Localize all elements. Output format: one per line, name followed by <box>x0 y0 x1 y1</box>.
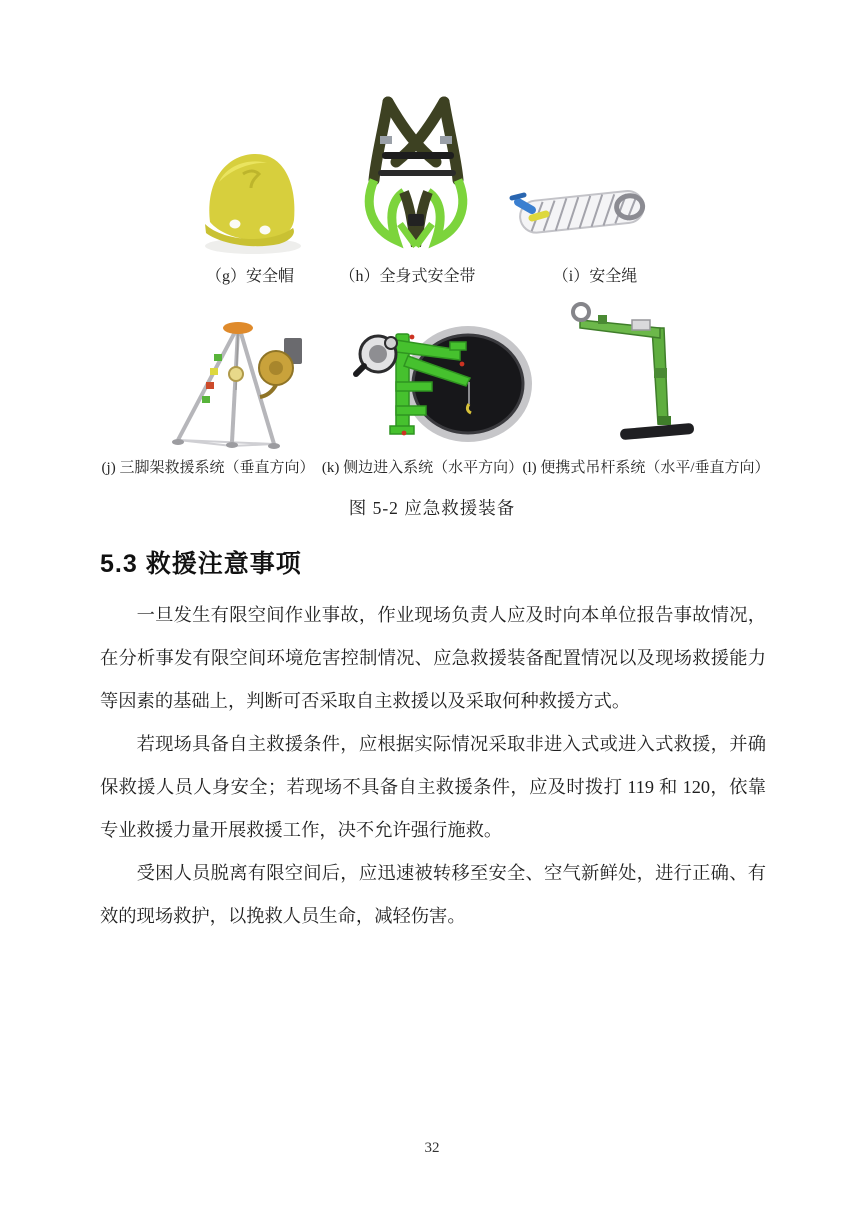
caption-full-body-harness: （h）全身式安全带 <box>339 268 476 285</box>
caption-safety-helmet: （g）安全帽 <box>205 268 294 285</box>
caption-portable-davit-system: (l) 便携式吊杆系统（水平/垂直方向） <box>522 460 770 476</box>
caption-tripod-rescue-system: (j) 三脚架救援系统（垂直方向） <box>101 460 315 476</box>
paragraph-after-escape-care: 受困人员脱离有限空间后，应迅速被转移至安全、空气新鲜处，进行正确、有效的现场救护，以挽救人员生命，减轻伤害。 <box>100 863 766 926</box>
caption-side-entry-system: (k) 侧边进入系统（水平方向） <box>321 460 524 476</box>
safety-rope-icon <box>498 168 663 250</box>
safety-rope-image <box>498 168 663 250</box>
body-text <box>100 594 766 938</box>
paragraph-self-rescue-conditions: 若现场具备自主救援条件，应根据实际情况采取非进入式或进入式救援，并确保救援人员人身安全；若现场不具备自主救援条件，应及时拨打 119 和 120，依靠专业救援力量开展救援工作，决不允许强行施救。 <box>100 734 766 840</box>
page-number: 32 <box>424 1140 440 1156</box>
portable-davit-system-image <box>568 298 703 450</box>
caption-safety-rope: （i）安全绳 <box>552 268 638 285</box>
safety-helmet-icon <box>193 138 315 260</box>
side-entry-system-icon <box>352 320 537 450</box>
full-body-harness-icon <box>352 96 480 264</box>
rescue-winch-icon <box>259 338 302 397</box>
entry-winch-icon <box>356 336 397 374</box>
paragraph-report-accident: 一旦发生有限空间作业事故，作业现场负责人应及时向本单位报告事故情况，在分析事发有限空间环境危害控制情况、应急救援装备配置情况以及现场救援能力等因素的基础上，判断可否采取自主救援以及采取何种救援方式。 <box>100 605 766 711</box>
section-heading: 5.3 救援注意事项 <box>100 550 302 578</box>
full-body-harness-image <box>352 96 480 264</box>
figure-caption: 图 5-2 应急救援装备 <box>348 498 516 518</box>
tripod-rescue-system-image <box>162 312 320 458</box>
portable-davit-system-icon <box>568 298 703 450</box>
tripod-rescue-system-icon <box>162 312 320 458</box>
safety-helmet-image <box>193 138 315 260</box>
side-entry-system-image <box>352 320 537 450</box>
